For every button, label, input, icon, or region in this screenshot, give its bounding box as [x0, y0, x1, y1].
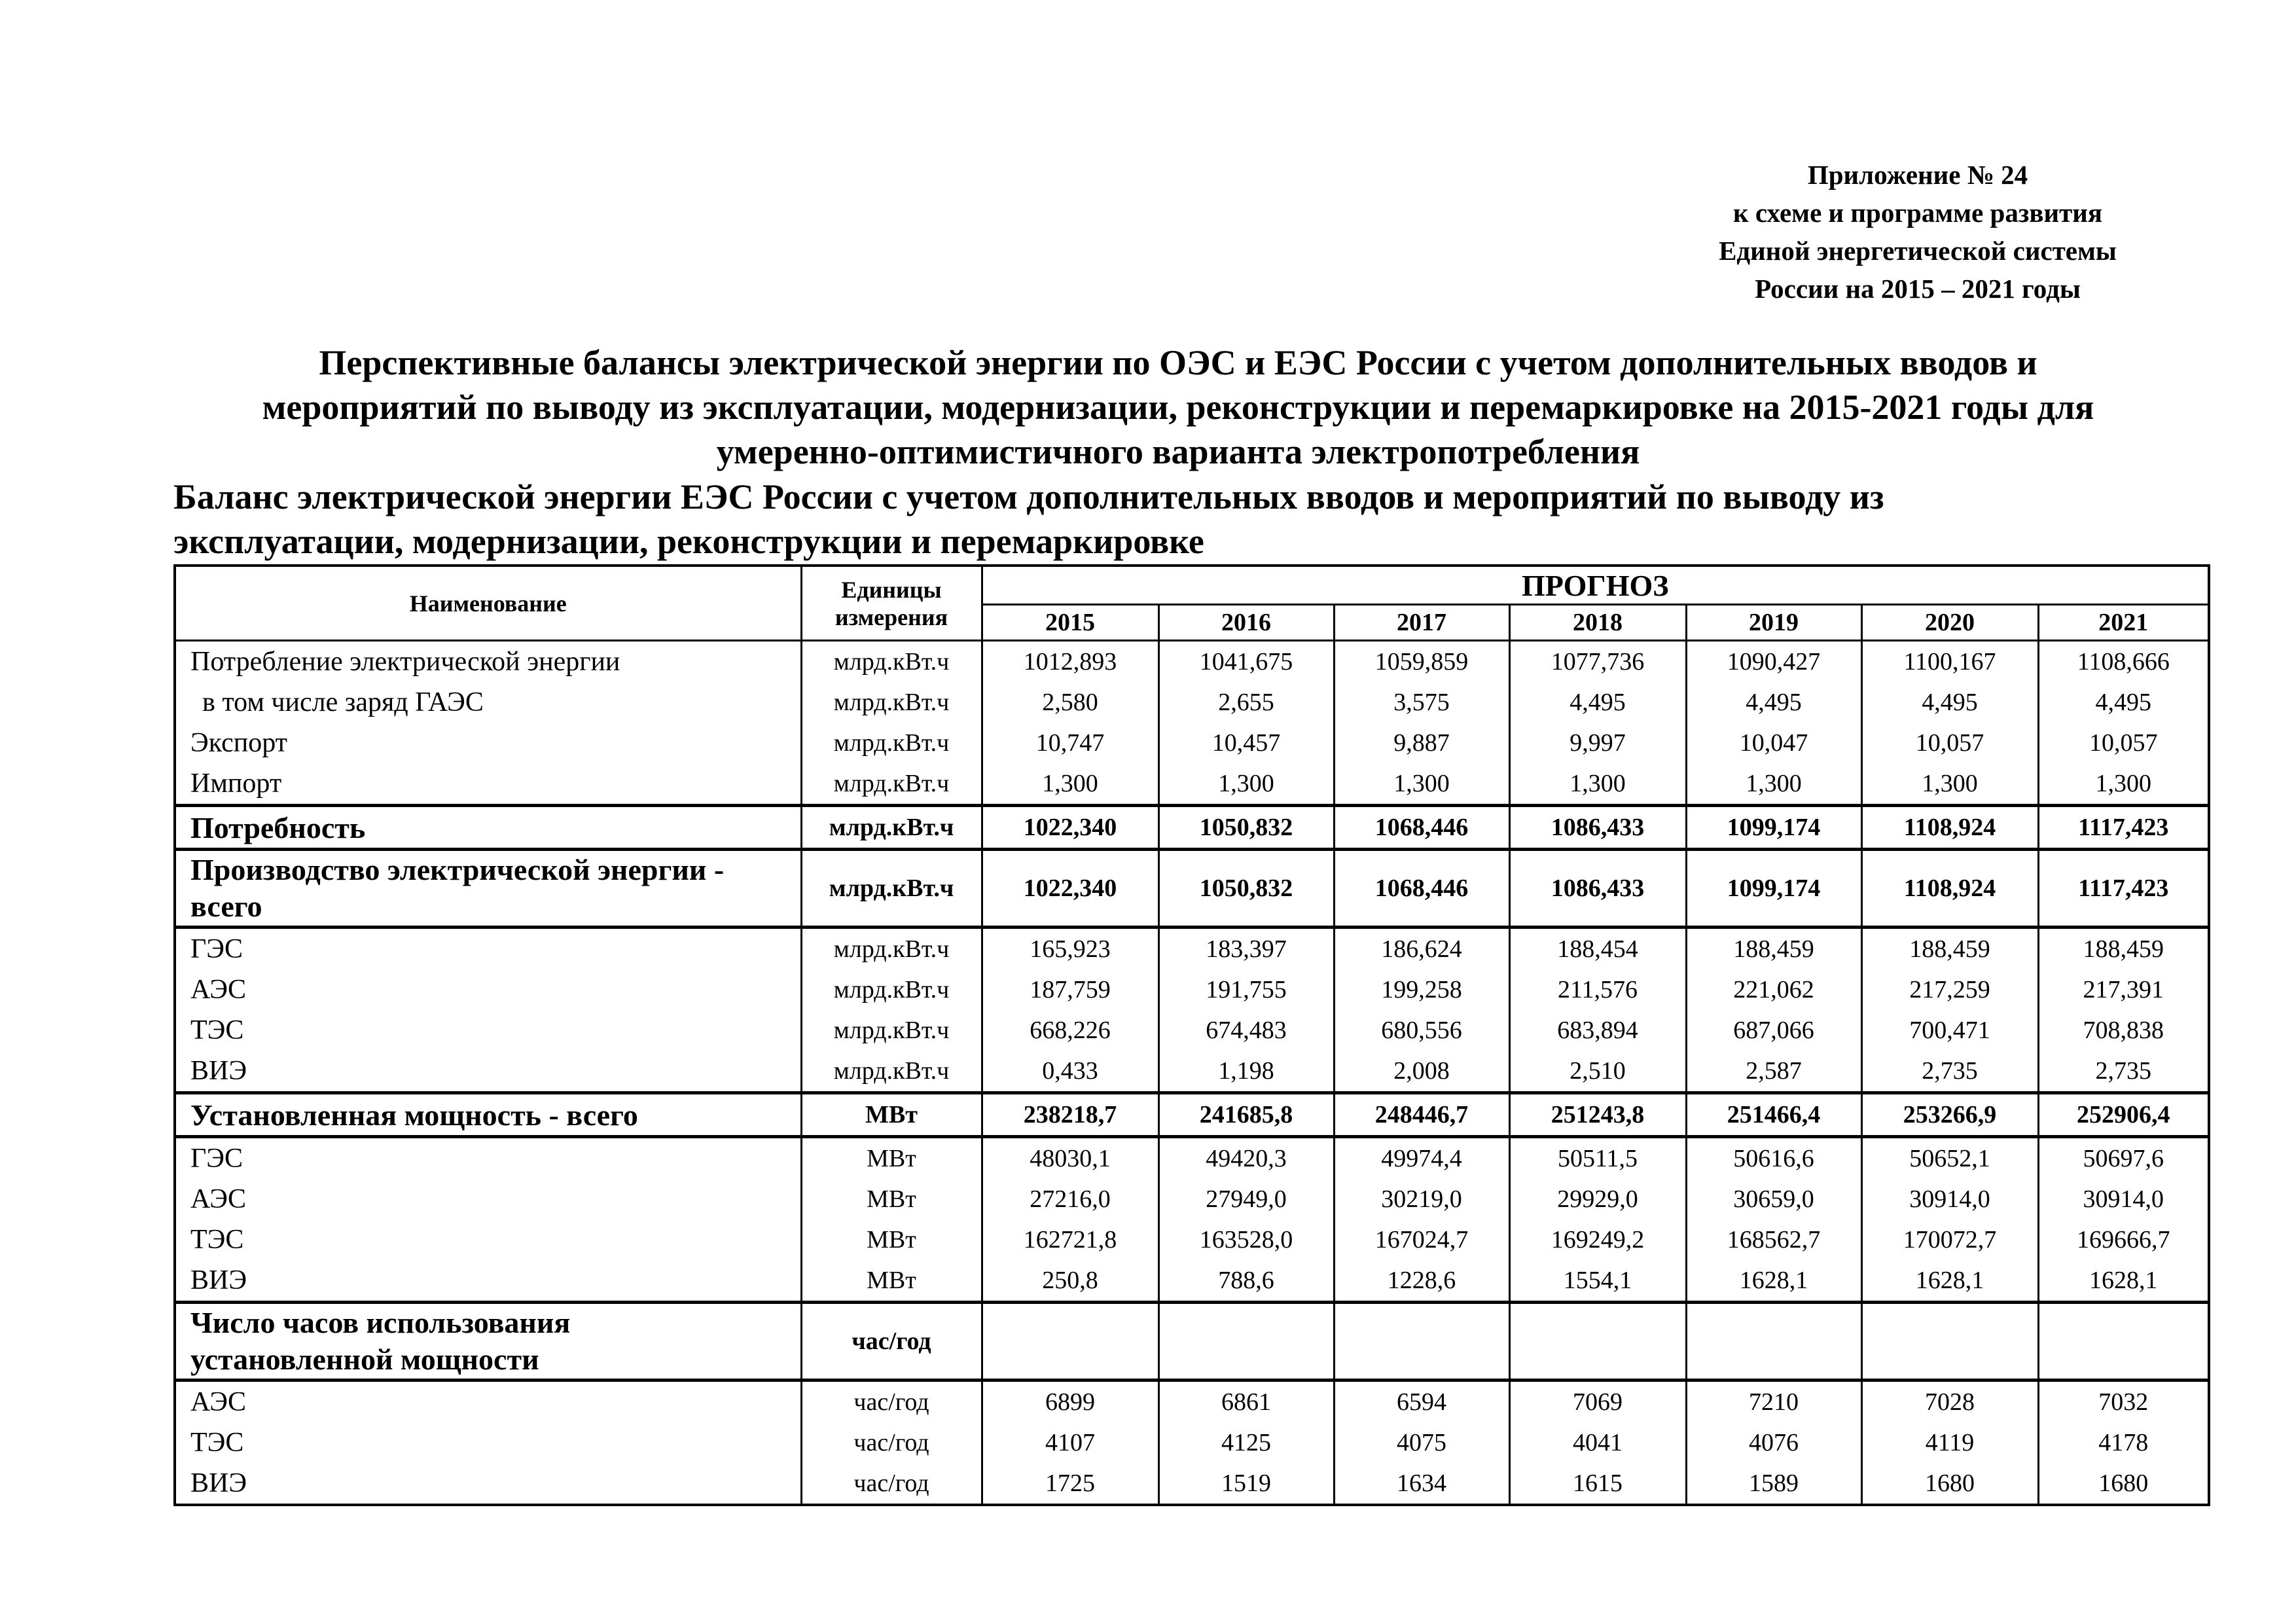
row-name-line-2: установленной мощности: [190, 1343, 539, 1376]
row-unit: млрд.кВт.ч: [801, 723, 982, 763]
cell-value: 687,066: [1686, 1010, 1861, 1051]
cell-value: 700,471: [1861, 1010, 2038, 1051]
table-row-total: [175, 850, 2209, 928]
row-name: АЭС: [175, 969, 801, 1010]
row-unit: млрд.кВт.ч: [801, 969, 982, 1010]
cell-value: 2,587: [1686, 1051, 1861, 1093]
cell-value: 7032: [2038, 1380, 2209, 1423]
cell-value: 1099,174: [1686, 850, 1861, 928]
cell-value: 1117,423: [2038, 850, 2209, 928]
cell-value: 188,459: [1861, 928, 2038, 970]
header-forecast: ПРОГНОЗ: [982, 566, 2209, 605]
cell-value: 248446,7: [1334, 1093, 1509, 1137]
header-unit-line-2: измерения: [834, 604, 948, 630]
cell-value: 1,300: [2038, 763, 2209, 806]
appendix-number: Приложение № 24: [1807, 160, 2028, 190]
cell-value: 188,459: [1686, 928, 1861, 970]
cell-value: 1628,1: [1686, 1260, 1861, 1303]
header-name: Наименование: [175, 566, 801, 641]
row-name: ТЭС: [175, 1422, 801, 1463]
table-row: [175, 1463, 2209, 1505]
cell-value: 7028: [1861, 1380, 2038, 1423]
caption-line-1: Баланс электрической энергии ЕЭС России с учетом дополнительных вводов и мероприятий по выводу из: [173, 477, 1884, 516]
row-unit: млрд.кВт.ч: [801, 682, 982, 723]
cell-value: 1725: [982, 1463, 1158, 1505]
row-unit: МВт: [801, 1137, 982, 1180]
cell-value: [2038, 1303, 2209, 1380]
cell-value: 162721,8: [982, 1219, 1158, 1260]
cell-value: 167024,7: [1334, 1219, 1509, 1260]
row-name: Экспорт: [175, 723, 801, 763]
table-row-section: [175, 1303, 2209, 1380]
cell-value: 211,576: [1509, 969, 1686, 1010]
cell-value: 9,997: [1509, 723, 1686, 763]
cell-value: 1,300: [1334, 763, 1509, 806]
cell-value: 191,755: [1158, 969, 1334, 1010]
cell-value: 6861: [1158, 1380, 1334, 1423]
header-year: 2019: [1686, 605, 1861, 641]
cell-value: 1068,446: [1334, 850, 1509, 928]
cell-value: 2,580: [982, 682, 1158, 723]
cell-value: 169249,2: [1509, 1219, 1686, 1260]
cell-value: 50616,6: [1686, 1137, 1861, 1180]
header-year: 2015: [982, 605, 1158, 641]
row-name: [175, 850, 801, 928]
cell-value: 1,300: [1509, 763, 1686, 806]
table-row: [175, 1051, 2209, 1093]
row-name: ГЭС: [175, 928, 801, 970]
cell-value: 1,300: [1861, 763, 2038, 806]
row-name: АЭС: [175, 1380, 801, 1423]
cell-value: 217,391: [2038, 969, 2209, 1010]
title-line-3: умеренно-оптимистичного варианта электропотребления: [716, 432, 1640, 471]
cell-value: 10,747: [982, 723, 1158, 763]
row-name: АЭС: [175, 1179, 801, 1219]
row-unit: млрд.кВт.ч: [801, 1010, 982, 1051]
cell-value: 708,838: [2038, 1010, 2209, 1051]
cell-value: 1108,924: [1861, 850, 2038, 928]
header-year: 2020: [1861, 605, 2038, 641]
row-name: Потребность: [175, 806, 801, 850]
row-unit: млрд.кВт.ч: [801, 850, 982, 928]
cell-value: 4041: [1509, 1422, 1686, 1463]
appendix-block: [1623, 156, 2212, 308]
row-name: Потребление электрической энергии: [175, 641, 801, 683]
cell-value: 1680: [2038, 1463, 2209, 1505]
table-row: [175, 969, 2209, 1010]
appendix-line-3: Единой энергетической системы: [1719, 236, 2117, 266]
cell-value: 252906,4: [2038, 1093, 2209, 1137]
cell-value: 48030,1: [982, 1137, 1158, 1180]
cell-value: 165,923: [982, 928, 1158, 970]
cell-value: 668,226: [982, 1010, 1158, 1051]
cell-value: 217,259: [1861, 969, 2038, 1010]
row-unit: млрд.кВт.ч: [801, 928, 982, 970]
cell-value: 2,510: [1509, 1051, 1686, 1093]
cell-value: [1158, 1303, 1334, 1380]
cell-value: 1,300: [1686, 763, 1861, 806]
cell-value: 1086,433: [1509, 806, 1686, 850]
row-name: Импорт: [175, 763, 801, 806]
cell-value: 50652,1: [1861, 1137, 2038, 1180]
row-name: ВИЭ: [175, 1463, 801, 1505]
cell-value: 4076: [1686, 1422, 1861, 1463]
cell-value: 169666,7: [2038, 1219, 2209, 1260]
cell-value: 49420,3: [1158, 1137, 1334, 1180]
cell-value: [1861, 1303, 2038, 1380]
row-unit: МВт: [801, 1093, 982, 1137]
cell-value: 27949,0: [1158, 1179, 1334, 1219]
cell-value: 2,735: [2038, 1051, 2209, 1093]
cell-value: 1117,423: [2038, 806, 2209, 850]
cell-value: 2,735: [1861, 1051, 2038, 1093]
header-unit-line-1: Единицы: [841, 576, 942, 603]
row-unit: млрд.кВт.ч: [801, 641, 982, 683]
cell-value: 50697,6: [2038, 1137, 2209, 1180]
cell-value: 1090,427: [1686, 641, 1861, 683]
cell-value: 10,047: [1686, 723, 1861, 763]
cell-value: 1077,736: [1509, 641, 1686, 683]
cell-value: 50511,5: [1509, 1137, 1686, 1180]
cell-value: 1,300: [1158, 763, 1334, 806]
cell-value: 1108,666: [2038, 641, 2209, 683]
row-unit: млрд.кВт.ч: [801, 806, 982, 850]
cell-value: 199,258: [1334, 969, 1509, 1010]
balance-table: [173, 564, 2210, 1506]
header-year: 2017: [1334, 605, 1509, 641]
caption-line-2: эксплуатации, модернизации, реконструкции и перемаркировке: [173, 522, 1204, 561]
cell-value: 1068,446: [1334, 806, 1509, 850]
cell-value: 30659,0: [1686, 1179, 1861, 1219]
header-year: 2016: [1158, 605, 1334, 641]
cell-value: 1041,675: [1158, 641, 1334, 683]
cell-value: 187,759: [982, 969, 1158, 1010]
row-unit: МВт: [801, 1260, 982, 1303]
cell-value: 674,483: [1158, 1010, 1334, 1051]
row-name-line-1: Производство электрической энергии -: [190, 853, 725, 886]
cell-value: 4,495: [1509, 682, 1686, 723]
row-unit: МВт: [801, 1219, 982, 1260]
cell-value: 0,433: [982, 1051, 1158, 1093]
cell-value: 1059,859: [1334, 641, 1509, 683]
cell-value: 1100,167: [1861, 641, 2038, 683]
row-name: Установленная мощность - всего: [175, 1093, 801, 1137]
cell-value: 30219,0: [1334, 1179, 1509, 1219]
cell-value: 683,894: [1509, 1010, 1686, 1051]
cell-value: 1615: [1509, 1463, 1686, 1505]
cell-value: 49974,4: [1334, 1137, 1509, 1180]
row-unit: час/год: [801, 1422, 982, 1463]
cell-value: 1554,1: [1509, 1260, 1686, 1303]
cell-value: 29929,0: [1509, 1179, 1686, 1219]
table-row: [175, 1380, 2209, 1423]
table-row: [175, 723, 2209, 763]
table-row: [175, 641, 2209, 683]
table-caption: [173, 475, 2202, 564]
table-row-total: [175, 806, 2209, 850]
cell-value: 30914,0: [2038, 1179, 2209, 1219]
cell-value: 4,495: [1686, 682, 1861, 723]
cell-value: 4,495: [1861, 682, 2038, 723]
cell-value: 1050,832: [1158, 850, 1334, 928]
cell-value: 1108,924: [1861, 806, 2038, 850]
cell-value: 1628,1: [2038, 1260, 2209, 1303]
cell-value: 253266,9: [1861, 1093, 2038, 1137]
cell-value: 1589: [1686, 1463, 1861, 1505]
row-unit: час/год: [801, 1380, 982, 1423]
cell-value: 1099,174: [1686, 806, 1861, 850]
title-line-1: Перспективные балансы электрической энергии по ОЭС и ЕЭС России с учетом дополнительных вводов и: [319, 343, 2037, 382]
cell-value: 251466,4: [1686, 1093, 1861, 1137]
cell-value: 7069: [1509, 1380, 1686, 1423]
header-unit: [801, 566, 982, 641]
cell-value: 3,575: [1334, 682, 1509, 723]
row-unit: час/год: [801, 1303, 982, 1380]
document-title: [151, 340, 2206, 474]
table-row: [175, 1010, 2209, 1051]
row-name: ГЭС: [175, 1137, 801, 1180]
cell-value: 4,495: [2038, 682, 2209, 723]
row-unit: час/год: [801, 1463, 982, 1505]
row-name: ТЭС: [175, 1010, 801, 1051]
cell-value: 251243,8: [1509, 1093, 1686, 1137]
cell-value: 27216,0: [982, 1179, 1158, 1219]
row-name: ТЭС: [175, 1219, 801, 1260]
row-name: [175, 1303, 801, 1380]
cell-value: [1686, 1303, 1861, 1380]
row-name-line-2: всего: [190, 890, 262, 923]
row-name: ВИЭ: [175, 1260, 801, 1303]
cell-value: 1012,893: [982, 641, 1158, 683]
cell-value: 168562,7: [1686, 1219, 1861, 1260]
cell-value: 30914,0: [1861, 1179, 2038, 1219]
header-row-1: [175, 566, 2209, 605]
row-unit: МВт: [801, 1179, 982, 1219]
cell-value: 186,624: [1334, 928, 1509, 970]
cell-value: 1022,340: [982, 806, 1158, 850]
cell-value: 1628,1: [1861, 1260, 2038, 1303]
cell-value: 1228,6: [1334, 1260, 1509, 1303]
row-unit: млрд.кВт.ч: [801, 1051, 982, 1093]
row-name: в том числе заряд ГАЭС: [175, 682, 801, 723]
cell-value: 250,8: [982, 1260, 1158, 1303]
header-year: 2021: [2038, 605, 2209, 641]
table-row: [175, 1137, 2209, 1180]
table-row-total: [175, 1093, 2209, 1137]
table-row: [175, 763, 2209, 806]
appendix-line-2: к схеме и программе развития: [1732, 198, 2103, 228]
cell-value: 183,397: [1158, 928, 1334, 970]
title-line-2: мероприятий по выводу из эксплуатации, модернизации, реконструкции и перемаркировке на 2015-2021 годы для: [262, 388, 2094, 427]
cell-value: 7210: [1686, 1380, 1861, 1423]
cell-value: 788,6: [1158, 1260, 1334, 1303]
cell-value: 1,198: [1158, 1051, 1334, 1093]
cell-value: 241685,8: [1158, 1093, 1334, 1137]
cell-value: 1,300: [982, 763, 1158, 806]
cell-value: 680,556: [1334, 1010, 1509, 1051]
cell-value: 2,655: [1158, 682, 1334, 723]
cell-value: 188,459: [2038, 928, 2209, 970]
appendix-line-4: России на 2015 – 2021 годы: [1755, 274, 2081, 304]
row-name: ВИЭ: [175, 1051, 801, 1093]
table-row: [175, 928, 2209, 970]
row-unit: млрд.кВт.ч: [801, 763, 982, 806]
cell-value: 238218,7: [982, 1093, 1158, 1137]
cell-value: 4178: [2038, 1422, 2209, 1463]
cell-value: 9,887: [1334, 723, 1509, 763]
cell-value: 170072,7: [1861, 1219, 2038, 1260]
cell-value: [1509, 1303, 1686, 1380]
cell-value: [982, 1303, 1158, 1380]
cell-value: 2,008: [1334, 1051, 1509, 1093]
cell-value: 221,062: [1686, 969, 1861, 1010]
cell-value: 1519: [1158, 1463, 1334, 1505]
table-row: [175, 1219, 2209, 1260]
table-row: [175, 682, 2209, 723]
cell-value: 4119: [1861, 1422, 2038, 1463]
cell-value: 1022,340: [982, 850, 1158, 928]
cell-value: 188,454: [1509, 928, 1686, 970]
table-row: [175, 1179, 2209, 1219]
table-row: [175, 1260, 2209, 1303]
row-name-line-1: Число часов использования: [190, 1306, 571, 1339]
cell-value: 10,457: [1158, 723, 1334, 763]
cell-value: 163528,0: [1158, 1219, 1334, 1260]
header-year: 2018: [1509, 605, 1686, 641]
cell-value: [1334, 1303, 1509, 1380]
cell-value: 6594: [1334, 1380, 1509, 1423]
cell-value: 10,057: [1861, 723, 2038, 763]
cell-value: 1634: [1334, 1463, 1509, 1505]
cell-value: 4107: [982, 1422, 1158, 1463]
cell-value: 1680: [1861, 1463, 2038, 1505]
cell-value: 4125: [1158, 1422, 1334, 1463]
cell-value: 10,057: [2038, 723, 2209, 763]
cell-value: 1050,832: [1158, 806, 1334, 850]
cell-value: 4075: [1334, 1422, 1509, 1463]
cell-value: 1086,433: [1509, 850, 1686, 928]
table-row: [175, 1422, 2209, 1463]
cell-value: 6899: [982, 1380, 1158, 1423]
